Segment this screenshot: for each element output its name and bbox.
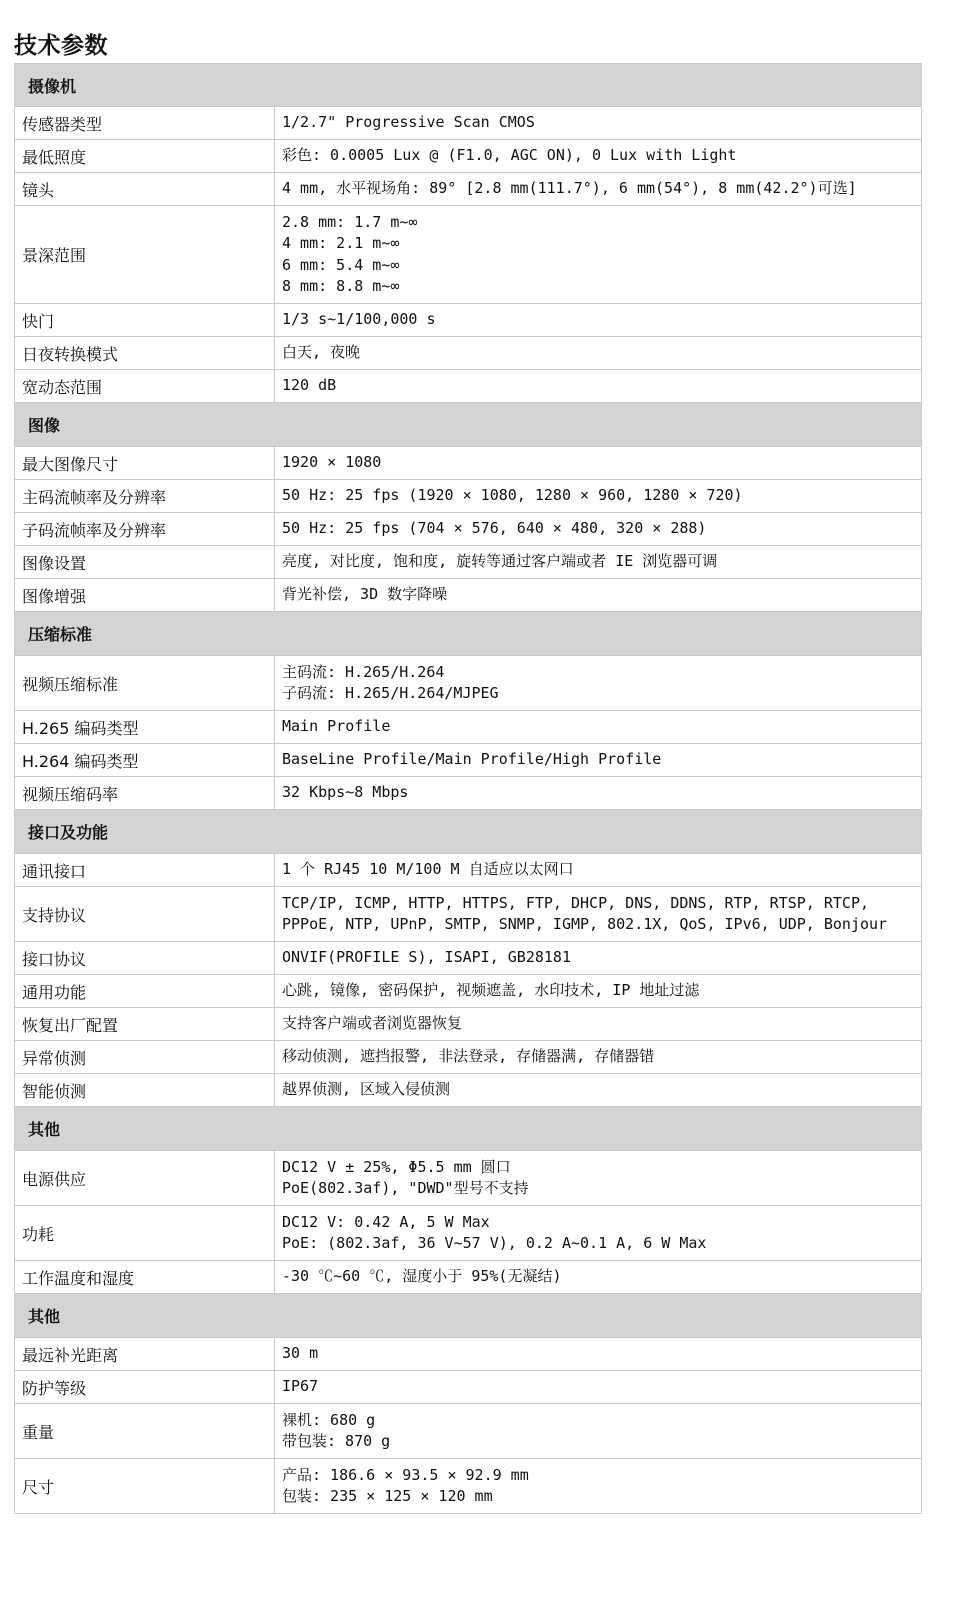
- spec-label: 重量: [15, 1404, 275, 1458]
- spec-row: [14, 1151, 922, 1206]
- section-header: 接口及功能: [14, 810, 922, 854]
- spec-value-line: 主码流: H.265/H.264: [282, 662, 445, 681]
- spec-row: [14, 887, 922, 942]
- spec-label: 快门: [15, 304, 275, 336]
- spec-value: [275, 1371, 921, 1403]
- spec-label: 传感器类型: [15, 107, 275, 139]
- spec-label: 电源供应: [15, 1151, 275, 1205]
- spec-table: [14, 63, 922, 1514]
- spec-value: [275, 107, 921, 139]
- spec-row: [14, 656, 922, 711]
- spec-value-line: PoE: (802.3af, 36 V~57 V), 0.2 A~0.1 A, 6 W Max: [282, 1234, 707, 1252]
- spec-label: 主码流帧率及分辨率: [15, 480, 275, 512]
- spec-value-line: 1/2.7" Progressive Scan CMOS: [282, 113, 535, 132]
- spec-row: [14, 1041, 922, 1074]
- spec-value-line: 1/3 s~1/100,000 s: [282, 310, 436, 329]
- spec-value-line: -30 ℃~60 ℃, 湿度小于 95%(无凝结): [282, 1267, 562, 1286]
- section-header: 图像: [14, 403, 922, 447]
- spec-value: [275, 1151, 921, 1205]
- spec-label: 图像增强: [15, 579, 275, 611]
- spec-row: [14, 480, 922, 513]
- spec-row: [14, 546, 922, 579]
- spec-row: [14, 1206, 922, 1261]
- spec-value-line: 8 mm: 8.8 m~∞: [282, 277, 400, 295]
- spec-value: [275, 1261, 921, 1293]
- spec-value: [275, 546, 921, 578]
- spec-row: [14, 711, 922, 744]
- spec-row: [14, 1371, 922, 1404]
- spec-value-line: DC12 V ± 25%, Φ5.5 mm 圆口: [282, 1157, 511, 1176]
- spec-value-line: 裸机: 680 g: [282, 1410, 376, 1429]
- spec-label: 通用功能: [15, 975, 275, 1007]
- spec-row: [14, 579, 922, 612]
- spec-value-line: 移动侦测, 遮挡报警, 非法登录, 存储器满, 存储器错: [282, 1047, 655, 1066]
- spec-row: [14, 107, 922, 140]
- spec-row: [14, 975, 922, 1008]
- spec-row: [14, 1338, 922, 1371]
- spec-row: [14, 304, 922, 337]
- spec-row: [14, 1459, 922, 1514]
- spec-value: [275, 656, 921, 710]
- spec-label: 恢复出厂配置: [15, 1008, 275, 1040]
- spec-label: H.264 编码类型: [15, 744, 275, 776]
- spec-row: [14, 337, 922, 370]
- spec-value-line: 1920 × 1080: [282, 453, 382, 472]
- spec-label: 景深范围: [15, 206, 275, 303]
- spec-value: [275, 447, 921, 479]
- section-header: 压缩标准: [14, 612, 922, 656]
- spec-row: [14, 1404, 922, 1459]
- spec-label: 智能侦测: [15, 1074, 275, 1106]
- spec-value: [275, 173, 921, 205]
- spec-value-line: 越界侦测, 区域入侵侦测: [282, 1080, 451, 1099]
- spec-label: 尺寸: [15, 1459, 275, 1513]
- spec-value: [275, 1041, 921, 1073]
- spec-value: [275, 744, 921, 776]
- spec-row: [14, 173, 922, 206]
- spec-label: 工作温度和湿度: [15, 1261, 275, 1293]
- spec-value-line: 4 mm: 2.1 m~∞: [282, 234, 400, 252]
- spec-label: 防护等级: [15, 1371, 275, 1403]
- spec-label: 镜头: [15, 173, 275, 205]
- spec-value-line: 带包装: 870 g: [282, 1432, 391, 1450]
- spec-value-line: Main Profile: [282, 717, 391, 736]
- spec-value-line: 2.8 mm: 1.7 m~∞: [282, 212, 418, 231]
- spec-label: 日夜转换模式: [15, 337, 275, 369]
- section-header: 其他: [14, 1294, 922, 1338]
- spec-value: [275, 1404, 921, 1458]
- spec-value: [275, 1008, 921, 1040]
- spec-value-line: DC12 V: 0.42 A, 5 W Max: [282, 1212, 490, 1231]
- spec-label: 最低照度: [15, 140, 275, 172]
- spec-value: [275, 1459, 921, 1513]
- spec-value-line: 包装: 235 × 125 × 120 mm: [282, 1487, 493, 1505]
- spec-value: [275, 1206, 921, 1260]
- spec-label: H.265 编码类型: [15, 711, 275, 743]
- spec-label: 通讯接口: [15, 854, 275, 886]
- spec-row: [14, 140, 922, 173]
- spec-value: [275, 337, 921, 369]
- spec-value: [275, 513, 921, 545]
- spec-value-line: 1 个 RJ45 10 M/100 M 自适应以太网口: [282, 860, 574, 879]
- spec-value: [275, 1338, 921, 1370]
- spec-label: 异常侦测: [15, 1041, 275, 1073]
- spec-value-line: 白天, 夜晚: [282, 343, 361, 362]
- spec-row: [14, 744, 922, 777]
- spec-label: 功耗: [15, 1206, 275, 1260]
- spec-label: 图像设置: [15, 546, 275, 578]
- section-header: 其他: [14, 1107, 922, 1151]
- spec-value-line: 亮度, 对比度, 饱和度, 旋转等通过客户端或者 IE 浏览器可调: [282, 552, 718, 571]
- spec-value-line: 产品: 186.6 × 93.5 × 92.9 mm: [282, 1465, 529, 1484]
- spec-label: 支持协议: [15, 887, 275, 941]
- spec-row: [14, 1261, 922, 1294]
- spec-label: 子码流帧率及分辨率: [15, 513, 275, 545]
- section-header: 摄像机: [14, 63, 922, 107]
- spec-value-line: 6 mm: 5.4 m~∞: [282, 255, 400, 274]
- spec-value-line: 4 mm, 水平视场角: 89° [2.8 mm(111.7°), 6 mm(54°), 8 mm(42.2°)可选]: [282, 179, 857, 198]
- spec-value-line: 子码流: H.265/H.264/MJPEG: [282, 684, 499, 702]
- spec-value-line: 30 m: [282, 1344, 319, 1363]
- spec-label: 视频压缩标准: [15, 656, 275, 710]
- spec-label: 接口协议: [15, 942, 275, 974]
- spec-value-line: PPPoE, NTP, UPnP, SMTP, SNMP, IGMP, 802.1X, QoS, IPv6, UDP, Bonjour: [282, 915, 888, 933]
- spec-value: [275, 579, 921, 611]
- spec-value-line: 32 Kbps~8 Mbps: [282, 783, 409, 802]
- spec-value-line: 彩色: 0.0005 Lux @ (F1.0, AGC ON), 0 Lux with Light: [282, 146, 737, 165]
- spec-value-line: 心跳, 镜像, 密码保护, 视频遮盖, 水印技术, IP 地址过滤: [282, 981, 700, 1000]
- spec-value: [275, 1074, 921, 1106]
- spec-value: [275, 140, 921, 172]
- spec-value: [275, 480, 921, 512]
- spec-value-line: BaseLine Profile/Main Profile/High Profile: [282, 750, 662, 769]
- spec-value: [275, 777, 921, 809]
- spec-value-line: 50 Hz: 25 fps (1920 × 1080, 1280 × 960, 1280 × 720): [282, 486, 743, 505]
- spec-row: [14, 370, 922, 403]
- spec-label: 最远补光距离: [15, 1338, 275, 1370]
- spec-row: [14, 854, 922, 887]
- spec-value: [275, 370, 921, 402]
- spec-value-line: TCP/IP, ICMP, HTTP, HTTPS, FTP, DHCP, DNS, DDNS, RTP, RTSP, RTCP,: [282, 893, 869, 912]
- spec-value-line: ONVIF(PROFILE S), ISAPI, GB28181: [282, 948, 571, 967]
- spec-value-line: 120 dB: [282, 376, 337, 395]
- spec-value: [275, 942, 921, 974]
- spec-row: [14, 1008, 922, 1041]
- spec-row: [14, 942, 922, 975]
- spec-value: [275, 887, 921, 941]
- spec-value-line: IP67: [282, 1377, 319, 1396]
- spec-row: [14, 513, 922, 546]
- spec-value-line: 支持客户端或者浏览器恢复: [282, 1014, 463, 1033]
- spec-label: 视频压缩码率: [15, 777, 275, 809]
- spec-row: [14, 777, 922, 810]
- spec-value-line: 背光补偿, 3D 数字降噪: [282, 585, 448, 604]
- spec-value: [275, 854, 921, 886]
- spec-value-line: 50 Hz: 25 fps (704 × 576, 640 × 480, 320 × 288): [282, 519, 707, 538]
- spec-label: 最大图像尺寸: [15, 447, 275, 479]
- spec-value: [275, 711, 921, 743]
- page-title: 技术参数: [14, 33, 108, 59]
- spec-label: 宽动态范围: [15, 370, 275, 402]
- spec-value: [275, 304, 921, 336]
- spec-value: [275, 975, 921, 1007]
- spec-row: [14, 206, 922, 304]
- spec-row: [14, 1074, 922, 1107]
- spec-row: [14, 447, 922, 480]
- spec-value-line: PoE(802.3af), "DWD"型号不支持: [282, 1179, 529, 1197]
- spec-value: [275, 206, 921, 303]
